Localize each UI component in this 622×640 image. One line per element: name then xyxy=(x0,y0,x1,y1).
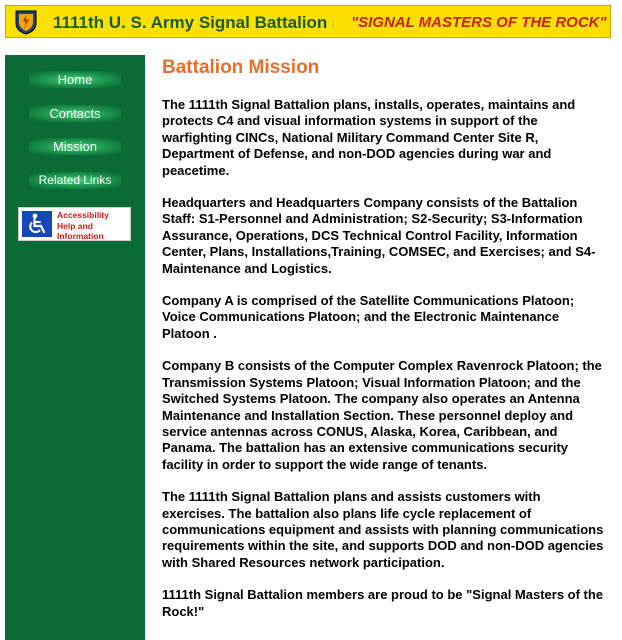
hhc-paragraph: Headquarters and Headquarters Company consists of the Battalion Staff: S1-Personnel and Administration; S2-Security; S3-Information Assurance, Operations, DCS Technical Control Facility, Information Center, Plans, Installations,Training, COMSEC, and Exercises; and S4-Maintenance and Logistics. xyxy=(162,195,596,276)
closing-paragraph: 1111th Signal Battalion members are proud to be "Signal Masters of the Rock!" xyxy=(162,587,604,619)
battalion-crest-icon xyxy=(14,9,38,35)
mission-paragraph: The 1111th Signal Battalion plans, installs, operates, maintains and protects C4 and visual information systems in support of the warfighting CINCs, National Military Command Center Site R, Department of Defense, and non-DOD agencies during war and peacetime. xyxy=(162,97,576,178)
accessibility-help-link[interactable] xyxy=(18,207,131,241)
accessibility-label: Accessibility Help and Information xyxy=(57,210,109,241)
page-title: Battalion Mission xyxy=(162,57,320,78)
exercises-paragraph: The 1111th Signal Battalion plans and assists customers with exercises. The battalion also plans life cycle replacement of communications equipment and assists with planning communications requirements within the site, and supports DOD and non-DOD agencies with Shared Resources network participation. xyxy=(162,489,604,570)
wheelchair-icon xyxy=(22,211,52,237)
site-header xyxy=(5,5,611,38)
company-b-paragraph: Company B consists of the Computer Complex Ravenrock Platoon; the Transmission Systems Platoon; Visual Information Platoon; and the Switched Systems Platoon. The company also operates an Antenna Maintenance and Installation Section. These personnel deploy and service antennas across CONUS, Alaska, Korea, Caribbean, and Panama. The battalion has an extensive communications security facility in order to support the wide range of tenants. xyxy=(162,358,602,472)
site-slogan: "SIGNAL MASTERS OF THE ROCK" xyxy=(351,14,607,31)
nav-home-button[interactable]: Home xyxy=(29,71,121,88)
nav-mission-button[interactable]: Mission xyxy=(29,138,121,155)
nav-related-links-button[interactable]: Related Links xyxy=(29,172,121,189)
main-content xyxy=(162,57,607,636)
company-a-paragraph: Company A is comprised of the Satellite Communications Platoon; Voice Communications Platoon; and the Electronic Maintenance Platoon . xyxy=(162,293,575,341)
sidebar xyxy=(5,55,145,640)
site-title: 1111th U. S. Army Signal Battalion xyxy=(53,13,328,32)
nav-contacts-button[interactable]: Contacts xyxy=(29,105,121,122)
